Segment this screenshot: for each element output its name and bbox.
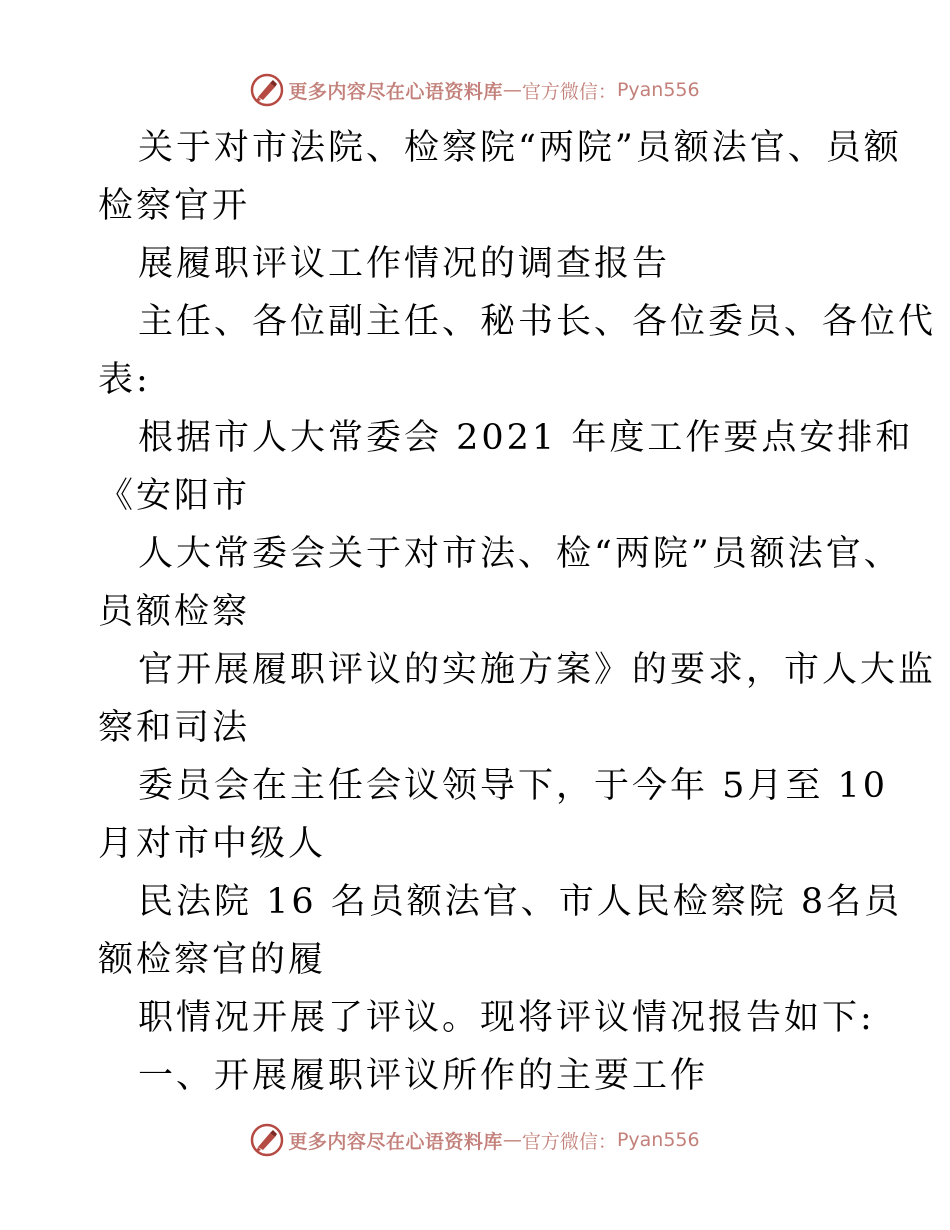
salutation-line-2: 表: xyxy=(98,360,151,400)
title-line-3: 展履职评议工作情况的调查报告 xyxy=(138,244,671,284)
title-line-1: 关于对市法院、检察院“两院”员额法官、员额 xyxy=(138,128,902,168)
salutation-line-1: 主任、各位副主任、秘书长、各位委员、各位代 xyxy=(138,302,937,342)
pen-logo-icon xyxy=(250,1123,284,1157)
paragraph-line: 委员会在主任会议领导下，于今年 5月至 10 xyxy=(138,766,889,806)
section-heading: 一、开展履职评议所作的主要工作 xyxy=(138,1056,709,1096)
paragraph-line: 额检察官的履 xyxy=(98,940,327,980)
watermark-banner-bottom xyxy=(0,1120,950,1160)
watermark-separator: — xyxy=(502,1129,522,1151)
paragraph-line: 人大常委会关于对市法、检“两院”员额法官、 xyxy=(138,534,902,574)
paragraph-line: 职情况开展了评议。现将评议情况报告如下: xyxy=(138,998,875,1038)
watermark-contact-label: 官方微信： xyxy=(521,1130,617,1153)
watermark-text: 更多内容尽在心语资料库 xyxy=(288,80,503,103)
watermark-contact-id: Pyan556 xyxy=(616,79,700,101)
paragraph-line: 民法院 16 名员额法官、市人民检察院 8名员 xyxy=(138,882,903,922)
watermark-contact-label: 官方微信： xyxy=(521,80,617,103)
title-line-2: 检察官开 xyxy=(98,186,251,226)
paragraph-line: 官开展履职评议的实施方案》的要求，市人大监 xyxy=(138,650,937,690)
watermark-separator: — xyxy=(502,79,522,101)
paragraph-line: 员额检察 xyxy=(98,592,251,632)
paragraph-line: 《安阳市 xyxy=(98,476,251,516)
watermark-text: 更多内容尽在心语资料库 xyxy=(288,1130,503,1153)
paragraph-line: 月对市中级人 xyxy=(98,824,327,864)
paragraph-line: 察和司法 xyxy=(98,708,251,748)
watermark-contact-id: Pyan556 xyxy=(616,1129,700,1151)
paragraph-line: 根据市人大常委会 2021 年度工作要点安排和 xyxy=(138,418,914,458)
